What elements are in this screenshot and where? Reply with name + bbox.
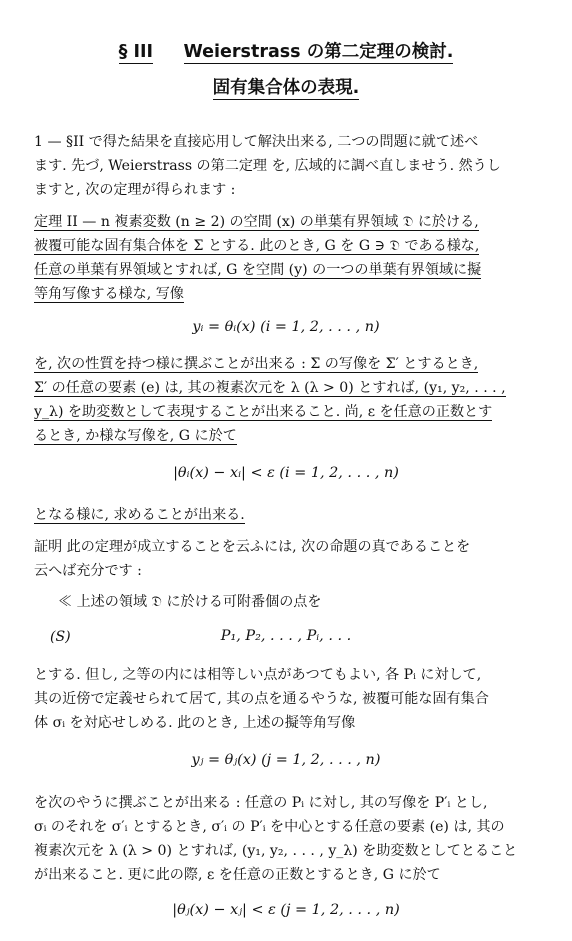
paragraph-line: 1 — §II で得た結果を直接応用して解決出来る, 二つの問題に就て述べ [34,134,479,150]
theorem-text: 任意の単葉有界領域とすれば, G を空間 (y) の一つの単葉有界領域に擬 [34,262,482,278]
theorem-text: y_λ) を助変数として表現することが出来ること. 尚, ε を任意の正数とす [34,404,493,420]
theorem-text: 定理 II — n 複素変数 (n ≥ 2) の空間 (x) の単葉有界領域 𝔇 に於ける, [34,214,479,230]
sequence-label: (S) [50,629,71,645]
proof-line: 云へば充分です : [34,563,142,579]
section-subtitle-row [0,74,572,99]
theorem-text: Σ′ の任意の要素 (e) は, 其の複素次元を λ (λ > 0) とすれば, (y₁, y₂, . . . , [34,380,506,396]
theorem-line [34,379,542,397]
paragraph-line: が出来ること. 更に此の際, ε を任意の正数とするとき, G に於て [34,867,441,883]
theorem-text: 被覆可能な固有集合体を Σ とする. 此のとき, G を G ∋ 𝔇 である様な, [34,238,480,254]
sequence: P₁, P₂, . . . , Pᵢ, . . . [220,628,352,644]
paragraph-line: を次のやうに撰ぶことが出来る : 任意の Pᵢ に対し, 其の写像を P′ᵢ とし, [34,795,488,811]
theorem-line [34,427,542,445]
theorem-line [34,237,542,255]
paragraph-line: 体 σᵢ を対応せしめる. 此のとき, 上述の擬等角写像 [34,715,356,731]
theorem-text: 等角写像する様な, 写像 [34,286,184,302]
theorem-text: となる様に, 求めることが出来る. [34,507,245,523]
paragraph-line: ますと, 次の定理が得られます : [34,182,236,198]
theorem-line [34,355,542,373]
formula: |θⱼ(x) − xⱼ| < ε (j = 1, 2, . . . , n) [172,902,400,918]
formula: yᵢ = θᵢ(x) (i = 1, 2, . . . , n) [192,319,380,335]
theorem-line [34,285,542,303]
section-title: Weierstrass の第二定理の検討. [183,42,454,62]
theorem-line [34,403,542,421]
theorem-text: るとき, か様な写像を, G に於て [34,428,237,444]
proof-line: 証明 此の定理が成立することを云ふには, 次の命題の真であることを [34,539,471,555]
theorem-line [34,213,542,231]
formula: |θᵢ(x) − xᵢ| < ε (i = 1, 2, . . . , n) [173,465,399,481]
section-heading [0,38,572,63]
theorem-line [34,506,542,524]
theorem-line [34,261,542,279]
paragraph-line: ます. 先づ, Weierstrass の第二定理 を, 広域的に調べ直しませう. 然うし [34,158,501,174]
paragraph-line: 複素次元を λ (λ > 0) とすれば, (y₁, y₂, . . . , y_λ) を助変数としてとること [34,843,518,859]
paragraph-line: 其の近傍で定義せられて居て, 其の点を通るやうな, 被覆可能な固有集合 [34,691,489,707]
paragraph-line: とする. 但し, 之等の内には相等しい点があつてもよい, 各 Pᵢ に対して, [34,667,482,683]
section-number: § III [118,42,154,62]
section-subtitle: 固有集合体の表現. [212,78,360,98]
paragraph-line: σᵢ のそれを σ′ᵢ とするとき, σ′ᵢ の P′ᵢ を中心とする任意の要素 (e) は, 其の [34,819,505,835]
claim-line: ≪ 上述の領域 𝔇 に於ける可附番個の点を [58,594,322,610]
theorem-text: を, 次の性質を持つ様に撰ぶことが出来る : Σ の写像を Σ′ とするとき, [34,356,479,372]
formula: yⱼ = θⱼ(x) (j = 1, 2, . . . , n) [191,752,381,768]
